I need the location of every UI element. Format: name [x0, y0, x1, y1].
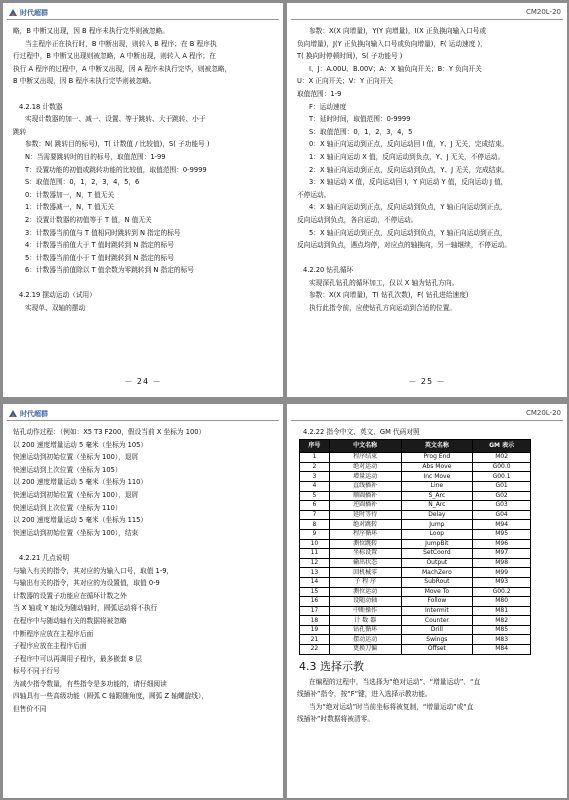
table-cell: Output: [401, 558, 473, 568]
table-cell: 11: [300, 549, 330, 559]
table-cell: 16: [300, 597, 330, 607]
text-line: 但售价不同: [13, 705, 47, 714]
table-cell: G03: [473, 501, 531, 511]
text-line: 5：X 轴正向运动到正点，反向运动到负点，Y 轴正向运动到正点，: [309, 228, 507, 237]
text-line: 线插补”时数据将被清零。: [297, 715, 375, 724]
table-cell: 15: [300, 587, 330, 597]
table-cell: 测位跳转: [329, 539, 401, 549]
text-line: 实现深孔钻孔的循环加工，仅以 X 轴为钻孔方向。: [309, 278, 459, 287]
table-cell: M96: [473, 539, 531, 549]
page-body: [297, 25, 561, 315]
section-heading: 4.2.18 计数器: [19, 102, 63, 111]
table-cell: 测位运动: [329, 587, 401, 597]
table-row: [300, 587, 531, 597]
table-cell: 直线插补: [329, 481, 401, 491]
text-line: 中断程序应放在主程序后面: [13, 629, 94, 638]
section-heading: 4.3 选择示教: [299, 659, 364, 673]
text-line: 2：设置计数器的初值等于 T 值，N 值无关: [25, 215, 152, 224]
brand-logo: 时代超群: [8, 7, 48, 19]
text-line: 行过程中，B 中断又出现则被忽略，A 中断出现，则转入 A 程序；在: [13, 52, 216, 61]
text-line: T：设置功能的初值或跳转功能的比较值，取值范围：0-9999: [25, 165, 207, 174]
table-row: [300, 510, 531, 520]
table-cell: 更换刀偏: [329, 645, 401, 655]
table-cell: 增量运动: [329, 472, 401, 482]
text-line: 反向运动到负点，遇点均停，对应点的轴换向，另一轴继续，不停运动。: [297, 241, 511, 250]
table-cell: G04: [473, 510, 531, 520]
text-line: U：X 正向开关；V：Y 正向开关: [297, 77, 393, 86]
table-cell: 22: [300, 645, 330, 655]
text-line: 执行 A 程序的过程中，A 中断又出现，因 A 程序未执行完毕，则被忽略，: [13, 64, 232, 73]
column-header: 中文名称: [329, 439, 401, 453]
text-line: N：当需要跳转时的目的标号，取值范围：1-99: [25, 152, 166, 161]
text-line: 3：计数器当前值与 T 值相同时跳转到 N 指定的标号: [25, 228, 181, 237]
table-cell: Jump: [401, 520, 473, 530]
text-line: 以 200 速度增量运动 5 毫米（坐标为 110）: [13, 478, 148, 487]
text-line: 参数：X(X 向增量)，T( 钻孔次数)，F( 钻孔进给速度): [309, 291, 469, 300]
table-row: [300, 558, 531, 568]
table-cell: MachZero: [401, 568, 473, 578]
text-line: 四轴具有一些高级功能（圆弧 C 轴跟随角度，圆弧 Z 轴螺旋线），: [13, 692, 208, 701]
text-line: 标号不同于行号: [13, 667, 60, 676]
table-row: [300, 549, 531, 559]
column-header: 序号: [300, 439, 330, 453]
table-cell: 坐标设置: [329, 549, 401, 559]
page-number: － 24 －: [124, 377, 162, 386]
table-cell: Move To: [401, 587, 473, 597]
text-line: 与输入有关的指令，其对应的为输入口号，取值 1-9，: [13, 566, 174, 575]
text-line: 3：X 轴运动 X 值，反向运动回 I，Y 向运动 Y 值，反向运动 J 值，: [309, 178, 508, 187]
text-line: 5：计数器当前值小于 T 值时跳转到 N 指定的标号: [25, 253, 174, 262]
table-row: [300, 481, 531, 491]
text-line: 反向运动到负点，各自运动，不停运动。: [297, 215, 418, 224]
table-row: [300, 472, 531, 482]
table-cell: 12: [300, 558, 330, 568]
text-line: 快速运动到初始位置（坐标为 100），退屑: [13, 453, 139, 462]
table-cell: 程序结束: [329, 453, 401, 463]
table-row: [300, 635, 531, 645]
table-cell: 绝对跳转: [329, 520, 401, 530]
text-line: 当主程序正在执行时，B 中断出现，则转入 B 程序；在 B 程序执: [25, 39, 217, 48]
text-line: T( 换向时停顿时间)，S( 子功能号 ): [297, 52, 403, 61]
page-body: [297, 426, 561, 726]
table-cell: G00.2: [473, 587, 531, 597]
table-cell: M80: [473, 597, 531, 607]
page-24: [3, 3, 283, 397]
table-cell: 绝对运动: [329, 462, 401, 472]
table-cell: Swings: [401, 635, 473, 645]
spacer: [13, 88, 277, 101]
brand-logo: 时代超群: [8, 408, 48, 420]
text-line: 跳转: [13, 127, 27, 136]
page-27: [287, 404, 567, 798]
table-cell: N_Arc: [401, 501, 473, 511]
table-row: [300, 501, 531, 511]
text-line: T：延时时间，取值范围：0-9999: [309, 115, 411, 124]
page-25: [287, 3, 567, 397]
text-line: 计数器的设置子功能应在循环计数之外: [13, 591, 127, 600]
command-table: [299, 439, 531, 655]
table-cell: 18: [300, 616, 330, 626]
table-cell: S_Arc: [401, 491, 473, 501]
table-cell: M82: [473, 616, 531, 626]
table-cell: Loop: [401, 529, 473, 539]
table-row: [300, 539, 531, 549]
text-line: 1：X 轴正向运动 X 值，反向运动到负点，Y、J 无关，不停运动。: [309, 152, 505, 161]
table-cell: Abs Move: [401, 462, 473, 472]
text-line: 快速运动到初始位置（坐标为 100），退屑: [13, 490, 139, 499]
column-header: GM 表示: [473, 439, 531, 453]
table-cell: G01: [473, 481, 531, 491]
table-cell: Intermit: [401, 606, 473, 616]
table-cell: G02: [473, 491, 531, 501]
text-line: 实现单、双轴的摆动: [25, 304, 86, 313]
table-cell: 17: [300, 606, 330, 616]
brand-mark-icon: [8, 409, 18, 419]
table-cell: M94: [473, 520, 531, 530]
table-row: [300, 529, 531, 539]
text-line: 不停运动。: [297, 190, 331, 199]
table-row: [300, 520, 531, 530]
table-cell: 子 程 序: [329, 577, 401, 587]
table-cell: M93: [473, 577, 531, 587]
table-cell: 钻孔循环: [329, 625, 401, 635]
table-cell: M84: [473, 645, 531, 655]
table-cell: 7: [300, 510, 330, 520]
text-line: 子程序应放在主程序后面: [13, 642, 87, 651]
text-line: 略，B 中断又出现，因 B 程序未执行完毕则被忽略。: [13, 27, 169, 35]
table-cell: 回机械零: [329, 568, 401, 578]
text-line: 2：X 轴正向运动到正点，反向运动到负点，Y、J 无关，完成结束。: [309, 165, 509, 174]
text-line: 快速运动到上次位置（坐标为 105）: [13, 465, 122, 474]
text-line: 在程序中与随动轴有关的数据将被忽略: [13, 616, 127, 625]
text-line: 取值范围：1-9: [297, 89, 342, 98]
text-line: 子程序中可以再调用子程序，最多嵌套 8 层: [13, 654, 142, 663]
table-row: [300, 491, 531, 501]
table-cell: Counter: [401, 616, 473, 626]
table-row: [300, 645, 531, 655]
table-cell: M81: [473, 606, 531, 616]
text-line: 为减少指令数量，有些指令是多功能的，请仔细阅读: [13, 679, 167, 688]
table-cell: 摆动运动: [329, 635, 401, 645]
text-line: 以 200 速度增量运动 5 毫米（坐标为 105）: [13, 440, 148, 449]
spacer: [13, 277, 277, 290]
table-cell: Prog End: [401, 453, 473, 463]
text-line: S：取值范围：0，1，2，3，4，5，6: [25, 178, 140, 187]
text-line: I、J：A.00U、B.00V；A：X 轴负向开关；B：Y 负向开关: [309, 64, 482, 73]
table-cell: M95: [473, 529, 531, 539]
text-line: 参数：X(X 向增量)，Y(Y 向增量)，I(X 正负换向输入口号或: [309, 27, 487, 35]
table-cell: G00.0: [473, 462, 531, 472]
model-label: CM20L-20: [525, 409, 561, 417]
table-row: [300, 453, 531, 463]
table-cell: Line: [401, 481, 473, 491]
text-line: F：运动速度: [309, 102, 347, 111]
page-number: － 25 －: [408, 377, 446, 386]
text-line: 0：X 轴正向运动到正点，反向运动回 I 值，Y、J 无关，完成结束。: [309, 140, 509, 149]
section-heading: 4.2.19 摆动运动（试用）: [19, 291, 96, 300]
page-body: [13, 426, 277, 716]
spacer: [13, 539, 277, 552]
table-cell: G00.1: [473, 472, 531, 482]
table-row: [300, 462, 531, 472]
table-row: [300, 597, 531, 607]
table-cell: SetCoord: [401, 549, 473, 559]
table-cell: M99: [473, 568, 531, 578]
text-line: 0：计数器加一，N，T 值无关: [25, 190, 115, 199]
table-cell: Follow: [401, 597, 473, 607]
model-label: CM20L-20: [525, 8, 561, 16]
table-cell: M02: [473, 453, 531, 463]
text-line: 当 X 轴或 Y 轴设为随动轴时，圆弧运动将不执行: [13, 604, 158, 613]
table-row: [300, 625, 531, 635]
table-cell: 逆圆插补: [329, 501, 401, 511]
text-line: 执行此指令前，应使钻孔方向运动到合适的位置。: [309, 304, 457, 313]
table-cell: 8: [300, 520, 330, 530]
spacer: [297, 252, 561, 265]
table-title: 4.2.22 指令中文、英文、GM 代码对照: [303, 428, 420, 436]
page-body: [13, 25, 277, 315]
section-heading: 4.2.21 几点说明: [19, 553, 70, 562]
column-header: 英文名称: [401, 439, 473, 453]
table-cell: 14: [300, 577, 330, 587]
table-cell: 中断操作: [329, 606, 401, 616]
table-cell: 程序循环: [329, 529, 401, 539]
text-line: 线插补”指令，按“F”键，进入选择示教功能。: [297, 690, 432, 699]
table-cell: 21: [300, 635, 330, 645]
table-cell: Offset: [401, 645, 473, 655]
table-cell: Inc Move: [401, 472, 473, 482]
table-cell: 5: [300, 491, 330, 501]
brand-mark-icon: [8, 8, 18, 18]
table-cell: 设随动轴: [329, 597, 401, 607]
table-cell: Drill: [401, 625, 473, 635]
text-line: 4：计数器当前值大于 T 值时跳转到 N 指定的标号: [25, 241, 174, 250]
text-line: 6：计数器当前值除以 T 值余数为零跳转到 N 指定的标号: [25, 266, 194, 275]
text-line: 与输出有关的指令，其对应的为设置值，取值 0-9: [13, 579, 160, 588]
table-row: [300, 577, 531, 587]
table-cell: 19: [300, 625, 330, 635]
table-cell: M85: [473, 625, 531, 635]
table-cell: 延时等待: [329, 510, 401, 520]
text-line: 当为“绝对运动”时当前坐标将被复制，“增量运动”或“直: [309, 702, 474, 711]
table-cell: 顺圆插补: [329, 491, 401, 501]
table-row: [300, 568, 531, 578]
page-26: [3, 404, 283, 798]
table-cell: 10: [300, 539, 330, 549]
table-cell: 6: [300, 501, 330, 511]
table-cell: M98: [473, 558, 531, 568]
text-line: B 中断又出现，因 B 程序未执行完毕则被忽略。: [13, 77, 156, 86]
table-cell: 计 数 器: [329, 616, 401, 626]
text-line: 参数：N( 跳转目的标号)，T( 计数值 / 比较值)，S( 子功能号 ): [25, 140, 210, 149]
text-line: 负向增量)，J(Y 正负换向输入口号或负向增量)，F( 运动速度 )，: [297, 39, 487, 48]
table-cell: 3: [300, 472, 330, 482]
table-cell: 输出状态: [329, 558, 401, 568]
text-line: 以 200 速度增量运动 5 毫米（坐标为 115）: [13, 516, 148, 525]
text-line: 快速运动到初始位置（坐标为 100），结束: [13, 528, 139, 537]
section-heading: 4.2.20 钻孔循环: [303, 266, 354, 275]
table-cell: SubRout: [401, 577, 473, 587]
table-cell: 2: [300, 462, 330, 472]
table-cell: JumpBit: [401, 539, 473, 549]
text-line: 钻孔动作过程：（例如：X5 T3 F200，假设当前 X 坐标为 100）: [13, 428, 206, 436]
table-row: [300, 606, 531, 616]
table-cell: M97: [473, 549, 531, 559]
table-cell: 13: [300, 568, 330, 578]
table-cell: 9: [300, 529, 330, 539]
text-line: 实现计数器的加一、减一、设置、等于跳转、大于跳转、小于: [25, 115, 206, 124]
table-cell: M83: [473, 635, 531, 645]
table-row: [300, 616, 531, 626]
table-cell: 1: [300, 453, 330, 463]
text-line: 1：计数器减一，N，T 值无关: [25, 203, 115, 212]
text-line: 在编程的过程中，当选择为“绝对运动”、“增量运动”、“直: [309, 677, 481, 686]
table-cell: Delay: [401, 510, 473, 520]
text-line: S：取值范围：0，1，2，3，4，5: [309, 127, 413, 136]
text-line: 快速运动到上次位置（坐标为 110）: [13, 503, 122, 512]
text-line: 4：X 轴正向运动到正点，反向运动到负点，Y 轴正向运动到正点，: [309, 203, 507, 212]
table-cell: 4: [300, 481, 330, 491]
